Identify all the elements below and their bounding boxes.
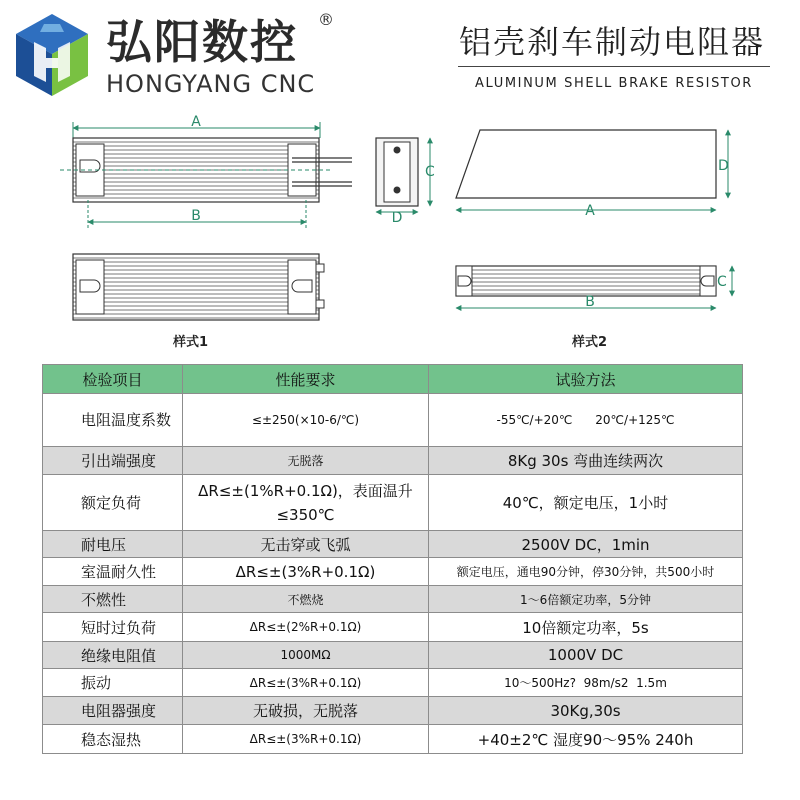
brand-name-chinese: 弘阳数控 xyxy=(106,15,298,69)
row-item-label: 电阻温度系数 xyxy=(81,411,172,429)
row-method: 额定电压，通电90分钟，停30分钟，共500小时 xyxy=(429,558,743,586)
row-requirement: 1000MΩ xyxy=(183,642,429,669)
row-method: +40±2℃ 湿度90～95% 240h xyxy=(429,725,743,754)
row-requirement: ΔR≤±(3%R+0.1Ω) xyxy=(183,669,429,697)
row-method: 10～500Hz? 98m/s2 1.5m xyxy=(429,669,743,697)
dimension-label-d: D xyxy=(718,158,729,174)
column-header-item: 检验项目 xyxy=(43,365,183,394)
style1-bottom-view xyxy=(73,254,324,320)
end-view xyxy=(376,138,430,212)
inspection-spec-table xyxy=(42,364,743,754)
table-row xyxy=(43,697,743,725)
row-item: 短时过负荷 xyxy=(43,613,183,642)
column-header-requirement: 性能要求 xyxy=(183,365,429,394)
row-item: 额定负荷 xyxy=(43,475,183,531)
row-method: 10倍额定功率，5s xyxy=(429,613,743,642)
profile-view xyxy=(456,130,728,210)
row-item: 稳态湿热 xyxy=(43,725,183,754)
row-requirement: ≤±250(×10-6/℃) xyxy=(183,394,429,447)
row-requirement: 无破损，无脱落 xyxy=(183,697,429,725)
brand-name-english: HONGYANG CNC xyxy=(106,70,316,98)
table-row xyxy=(43,642,743,669)
table-row xyxy=(43,447,743,475)
row-item: 不燃性 xyxy=(43,586,183,613)
row-item: 耐电压 xyxy=(43,531,183,558)
row-method: 30Kg,30s xyxy=(429,697,743,725)
product-title-chinese: 铝壳刹车制动电阻器 xyxy=(458,23,765,61)
row-item: 引出端强度 xyxy=(43,447,183,475)
dimension-label-c: C xyxy=(717,274,727,290)
table-row xyxy=(43,475,743,531)
dimension-label-a: A xyxy=(191,114,201,130)
table-row xyxy=(43,394,743,447)
row-item: 室温耐久性 xyxy=(43,558,183,586)
product-title-english: ALUMINUM SHELL BRAKE RESISTOR xyxy=(475,76,753,91)
table-header-row xyxy=(43,365,743,394)
title-divider xyxy=(458,66,770,67)
dimension-label-d: D xyxy=(391,210,403,226)
column-header-method: 试验方法 xyxy=(429,365,743,394)
row-method: 1000V DC xyxy=(429,642,743,669)
row-item: 振动 xyxy=(43,669,183,697)
row-requirement: ΔR≤±(1%R+0.1Ω)，表面温升≤350℃ xyxy=(183,475,429,531)
style1-caption: 样式1 xyxy=(173,335,209,350)
style1-top-view xyxy=(60,122,352,228)
row-method: -55℃/+20℃ 20℃/+125℃ xyxy=(429,394,743,447)
registered-mark: ® xyxy=(318,10,334,29)
row-requirement: ΔR≤±(3%R+0.1Ω) xyxy=(183,725,429,754)
hongyang-cube-logo-icon xyxy=(14,12,90,98)
dimension-label-b: B xyxy=(585,294,595,310)
row-requirement: 无脱落 xyxy=(183,447,429,475)
dimension-label-b: B xyxy=(191,208,201,224)
table-row xyxy=(43,613,743,642)
row-method: 2500V DC，1min xyxy=(429,531,743,558)
row-method: 40℃，额定电压，1小时 xyxy=(429,475,743,531)
dimension-drawings xyxy=(0,100,800,360)
row-requirement: 不燃烧 xyxy=(183,586,429,613)
row-requirement: ΔR≤±(2%R+0.1Ω) xyxy=(183,613,429,642)
style2-caption: 样式2 xyxy=(572,335,608,350)
table-row xyxy=(43,669,743,697)
row-item: 电阻器强度 xyxy=(43,697,183,725)
row-requirement: 无击穿或飞弧 xyxy=(183,531,429,558)
table-row xyxy=(43,725,743,754)
dimension-label-c: C xyxy=(425,164,435,180)
table-row xyxy=(43,586,743,613)
row-item xyxy=(43,394,183,447)
dimension-label-a: A xyxy=(585,203,595,219)
row-requirement: ΔR≤±(3%R+0.1Ω) xyxy=(183,558,429,586)
row-item: 绝缘电阻值 xyxy=(43,642,183,669)
row-method: 1～6倍额定功率，5分钟 xyxy=(429,586,743,613)
table-row xyxy=(43,558,743,586)
row-method: 8Kg 30s 弯曲连续两次 xyxy=(429,447,743,475)
table-row xyxy=(43,531,743,558)
